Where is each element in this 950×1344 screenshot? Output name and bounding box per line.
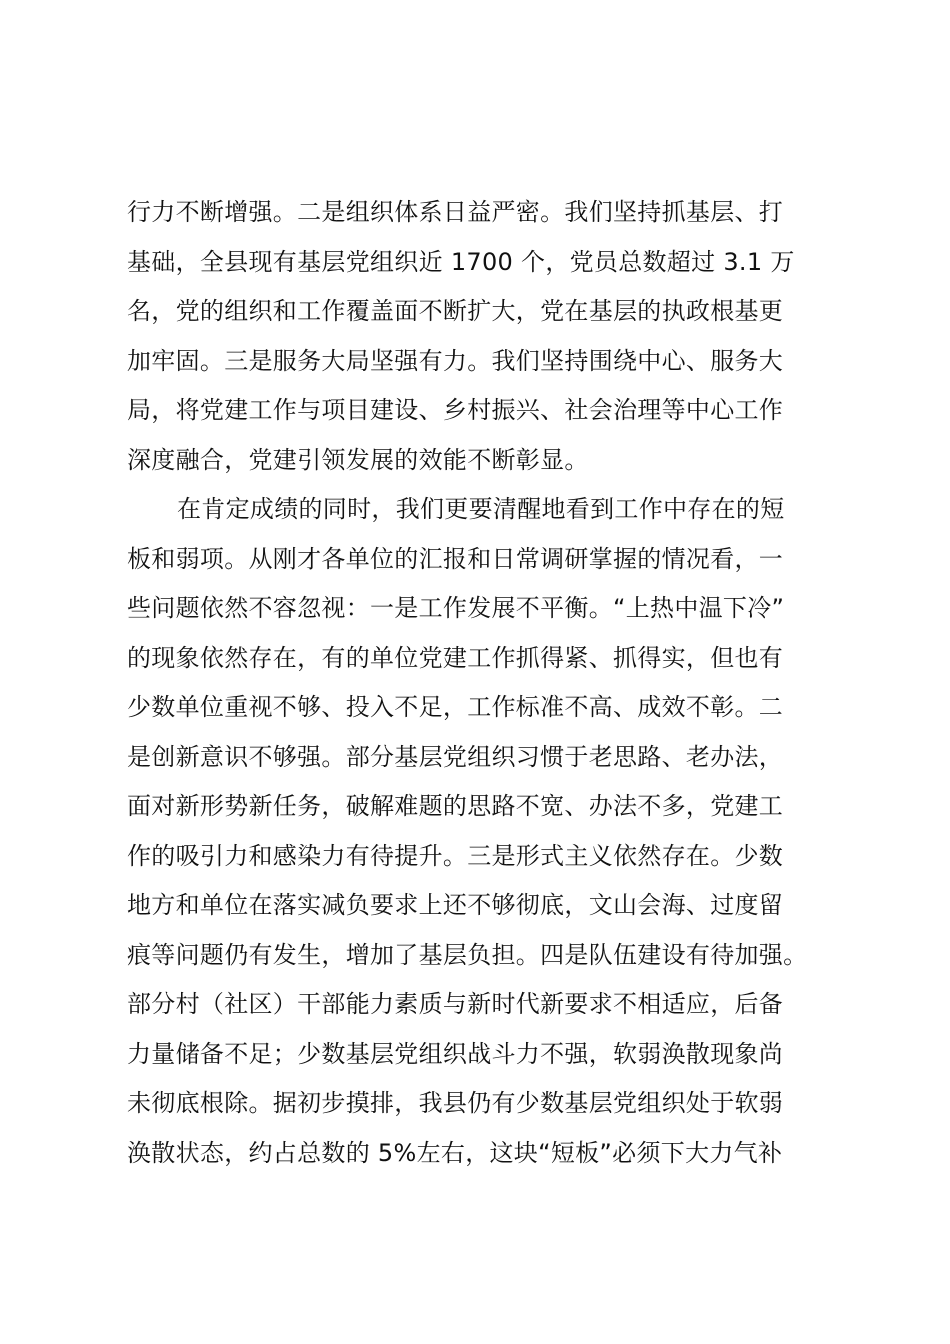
text-line: 面对新形势新任务，破解难题的思路不宽、办法不多，党建工 [127, 792, 784, 820]
text-line: 地方和单位在落实减负要求上还不够彻底，文山会海、过度留 [127, 891, 784, 919]
text-line: 部分村（社区）干部能力素质与新时代新要求不相适应，后备 [127, 990, 784, 1018]
text-line: 板和弱项。从刚才各单位的汇报和日常调研掌握的情况看，一 [127, 544, 784, 573]
text-line: 行力不断增强。二是组织体系日益严密。我们坚持抓基层、打 [127, 198, 784, 226]
text-line: 加牢固。三是服务大局坚强有力。我们坚持围绕中心、服务大 [127, 346, 784, 375]
paragraph-first-line: 在肯定成绩的同时，我们更要清醒地看到工作中存在的短 [177, 495, 785, 523]
text-line: 基础，全县现有基层党组织近 1700 个，党员总数超过 3.1 万 [127, 247, 795, 276]
text-line: 作的吸引力和感染力有待提升。三是形式主义依然存在。少数 [127, 841, 784, 870]
text-line: 名，党的组织和工作覆盖面不断扩大，党在基层的执政根基更 [127, 297, 784, 325]
text-line: 些问题依然不容忽视：一是工作发展不平衡。“上热中温下冷” [127, 594, 785, 622]
text-line: 深度融合，党建引领发展的效能不断彰显。 [127, 445, 589, 474]
text-line: 局，将党建工作与项目建设、乡村振兴、社会治理等中心工作 [127, 396, 784, 424]
text-line: 痕等问题仍有发生，增加了基层负担。四是队伍建设有待加强。 [127, 940, 808, 969]
text-line: 的现象依然存在，有的单位党建工作抓得紧、抓得实，但也有 [127, 643, 784, 672]
text-line: 涣散状态，约占总数的 5%左右，这块“短板”必须下大力气补 [127, 1138, 783, 1167]
body-text [127, 188, 827, 1178]
text-line: 力量储备不足；少数基层党组织战斗力不强，软弱涣散现象尚 [127, 1039, 784, 1068]
text-line: 未彻底根除。据初步摸排，我县仍有少数基层党组织处于软弱 [127, 1089, 784, 1117]
text-line: 少数单位重视不够、投入不足，工作标准不高、成效不彰。二 [127, 693, 784, 721]
text-line: 是创新意识不够强。部分基层党组织习惯于老思路、老办法， [127, 742, 784, 771]
